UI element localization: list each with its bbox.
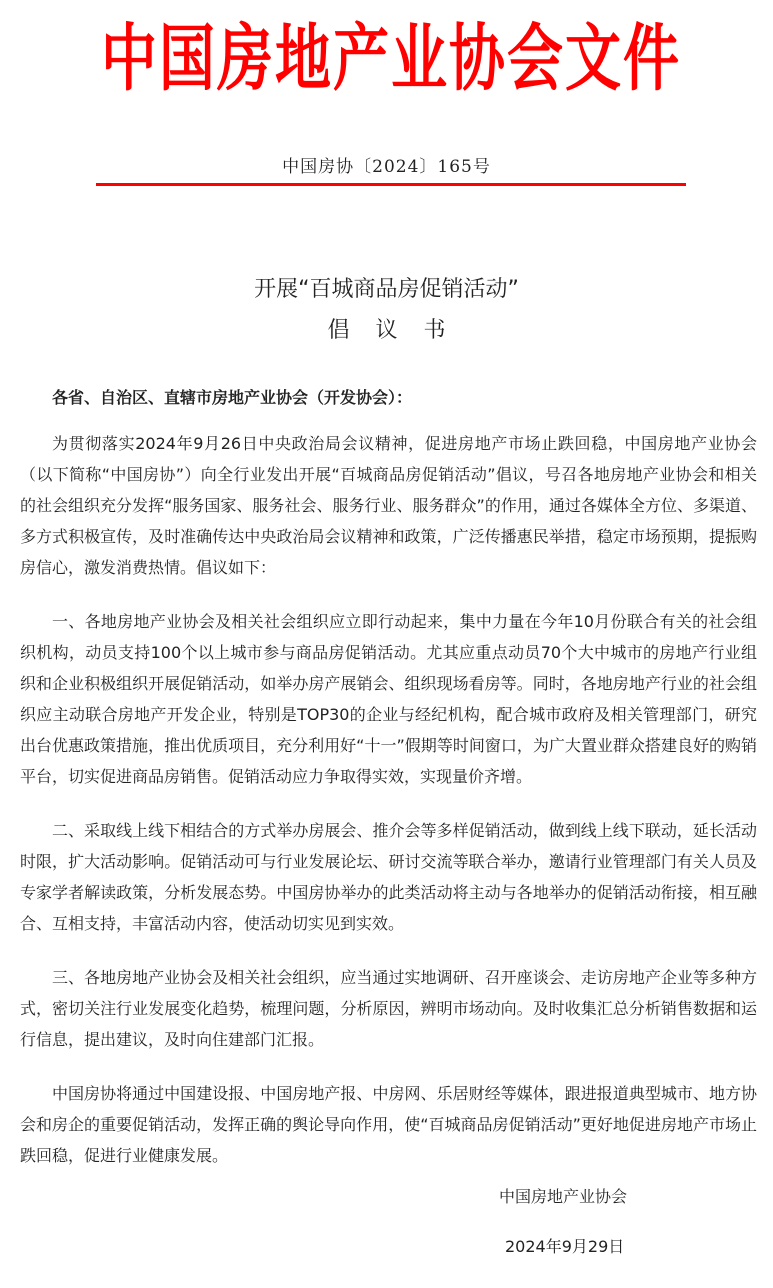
document-body	[20, 428, 757, 1194]
paragraph-item-1: 一、各地房地产业协会及相关社会组织应立即行动起来，集中力量在今年10月份联合有关的社会组织机构，动员支持100个以上城市参与商品房促销活动。尤其应重点动员70个大中城市的房地产行业组织和企业积极组织开展促销活动，如举办房产展销会、组织现场看房等。同时，各地房地产行业的社会组织应主动联合房地产开发企业，特别是TOP30的企业与经纪机构，配合城市政府及相关管理部门，研究出台优惠政策措施，推出优质项目，充分利用好“十一”假期等时间窗口，为广大置业群众搭建良好的购销平台，切实促进商品房销售。促销活动应力争取得实效，实现量价齐增。	[20, 612, 757, 786]
paragraph-item-2: 二、采取线上线下相结合的方式举办房展会、推介会等多样促销活动，做到线上线下联动，延长活动时限，扩大活动影响。促销活动可与行业发展论坛、研讨交流等联合举办，邀请行业管理部门有关人员及专家学者解读政策，分析发展态势。中国房协举办的此类活动将主动与各地举办的促销活动衔接，相互融合、互相支持，丰富活动内容，使活动切实见到实效。	[20, 821, 757, 933]
red-divider	[96, 183, 686, 186]
paragraph-closing: 中国房协将通过中国建设报、中国房地产报、中房网、乐居财经等媒体，跟进报道典型城市、地方协会和房企的重要促销活动，发挥正确的舆论导向作用，使“百城商品房促销活动”更好地促进房地产市场止跌回稳，促进行业健康发展。	[20, 1084, 757, 1165]
paragraph-intro: 为贯彻落实2024年9月26日中央政治局会议精神，促进房地产市场止跌回稳，中国房地产业协会（以下简称“中国房协”）向全行业发出开展“百城商品房促销活动”倡议，号召各地房地产业协会和相关的社会组织充分发挥“服务国家、服务社会、服务行业、服务群众”的作用，通过各媒体全方位、多渠道、多方式积极宣传，及时准确传达中央政治局会议精神和政策，广泛传播惠民举措，稳定市场预期，提振购房信心，激发消费热情。倡议如下：	[20, 434, 757, 577]
document-number: 中国房协〔2024〕165号	[282, 157, 491, 177]
document-subtitle: 倡议书	[327, 318, 472, 343]
document-title: 开展“百城商品房促销活动”	[254, 277, 519, 302]
document-masthead: 中国房地产业协会文件	[101, 16, 681, 102]
paragraph-item-3: 三、各地房地产业协会及相关社会组织，应当通过实地调研、召开座谈会、走访房地产企业等多种方式，密切关注行业发展变化趋势，梳理问题，分析原因，辨明市场动向。及时收集汇总分析销售数据和运行信息，提出建议，及时向住建部门汇报。	[20, 968, 757, 1049]
document-date: 2024年9月29日	[505, 1237, 625, 1256]
salutation: 各省、自治区、直辖市房地产业协会（开发协会）：	[52, 388, 413, 407]
signature: 中国房地产业协会	[499, 1187, 628, 1206]
